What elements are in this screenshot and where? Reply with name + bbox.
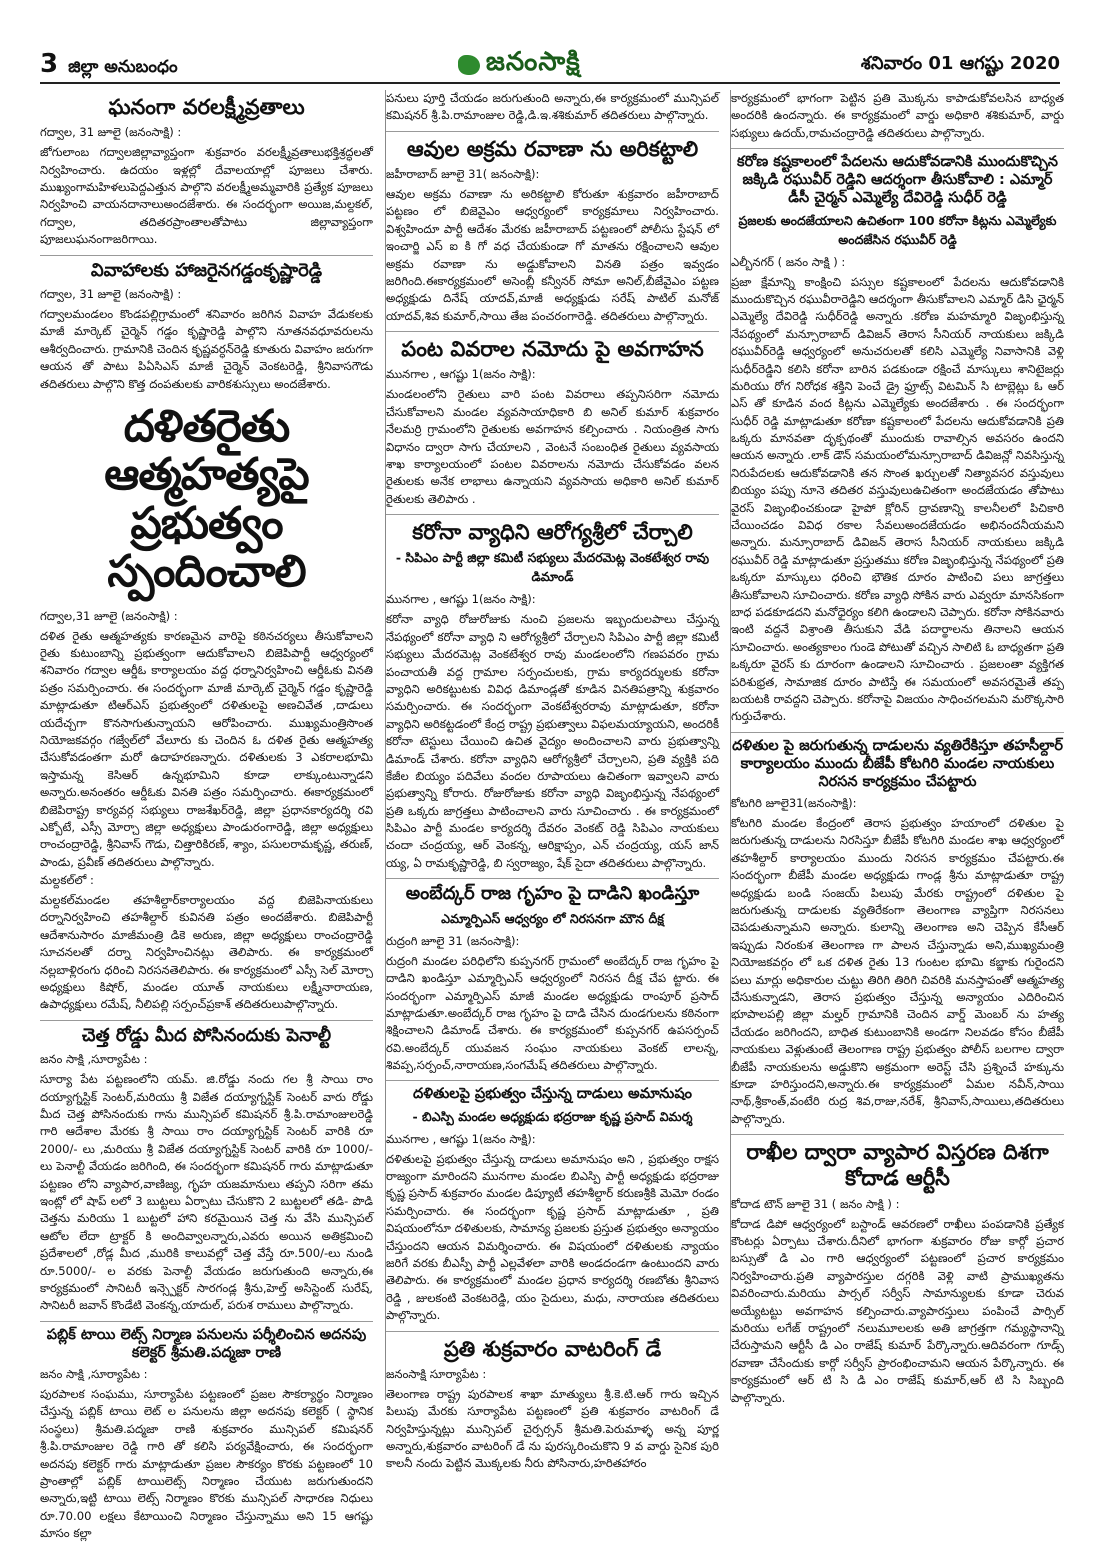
article-dateline: గద్వాల, 31 జూలై (జనంసాక్షి) :: [40, 287, 182, 302]
article-body: దళితులపై ప్రభుత్వం చేస్తున్న దాడులు అమానుషం అని , ప్రభుత్వం రాక్షస రాజ్యంగా మారిందని మునగాల మండల బిఎస్పి పార్టీ అధ్యక్షుడు భద్రరాజు కృష్ణ ప్రసాద్ శుక్రవారం మండల డిప్యూటీ తహశీల్దార్ కరుణశ్రీకి మెమో రండం సమర్పించారు. ఈ సందర్భంగా కృష్ణ ప్రసాద్ మాట్లాడుతూ , ప్రతి విషయంలోనూ దళితులకు, సామాన్య ప్రజలకు ప్రస్తుత ప్రభుత్వం అన్యాయం చేస్తుందని ఆయన విమర్శించారు. ఈ విషయంలో దళితులకు న్యాయం జరిగే వరకు బీఎస్పీ పార్టీ ఎల్లవేళలా వారికి అండదండగా ఉంటుందని వారు తెలిపారు. ఈ కార్యక్రమంలో మండల ప్రధాన కార్యదర్శి రణబోతు శ్రీనివాస రెడ్డి , జులకంటి వెంకటరెడ్డి, యం సైదులు, మధు, నారాయణ తదితరులు పాల్గొన్నారు.: [386, 1151, 719, 1323]
divider: [386, 1331, 719, 1332]
article-body: ఆవుల అక్రమ రవాణా ను అరికట్టాలి కోరుతూ శుక్రవారం జహీరాబాద్ పట్టణం లో బిజెవైఎం ఆధ్వర్యంలో కార్యక్రమాలు నిర్వహించారు. విశ్వహిందూ పార్టీ ఆదేశం మేరకు జహీరాబాద్ పట్టణంలో పోలీసు స్టేషన్ లో ఇంచార్జి ఎస్ ఐ కి గో వధ చేయకుండా గో మాతను రక్షించాలని ఆవుల అక్రమ రవాణా ను అడ్డుకోవాలని వినతి పత్రం ఇవ్వడం జరిగింది.ఈకార్యక్రమంలో అసెంబ్లీ కన్వీనర్ సోమా అనిల్,బీజేవైఎం పట్టణ అధ్యక్షుడు దినేష్ యాదవ్,మాజీ అధ్యక్షుడు సరేష్ పాటిల్ మనోజ్ యాదవ్,శివ కుమార్,సాయి తేజ పంచరంగారెడ్డి. తదితరులు పాల్గొన్నారు.: [386, 187, 719, 323]
article-body: పనులు పూర్తి చేయడం జరుగుతుంది అన్నారు,ఈ కార్యక్రమంలో మున్సిపల్ కమిషనర్ శ్రీ.పి.రామాంజుల రెడ్డి,డి.ఇ.శశికుమార్ తదితరులు పాల్గొన్నారు.: [386, 91, 719, 123]
article-varalakshmi: [40, 94, 373, 249]
divider: [386, 878, 719, 879]
article-subheadline: - సిపిఎం పార్టీ జిల్లా కమిటీ సభ్యులు మేదరమెట్ల వెంకటేశ్వర రావు డిమాండ్: [395, 550, 710, 585]
article-headline: కరోనా వ్యాధిని ఆరోగ్యశ్రీలో చేర్చాలి: [412, 520, 693, 545]
article-headline: ప్రతి శుక్రవారం వాటరింగ్ డే: [443, 1336, 662, 1361]
article-subheadline: ప్రజలకు అందజేయాలని ఉచితంగా 100 కరోనా కిట్లను ఎమ్మెల్యేకు అందజేసిన రఘువీర్ రెడ్డి: [738, 212, 1057, 247]
article-headline: పంట వివరాల నమోదు పై అవగాహన: [401, 337, 704, 362]
article-headline: కరోణ కష్టకాలంలో పేదలను ఆదుకోవడానికి ముందుకొచ్చిన జక్కిడి రఘువీర్ రెడ్డిని ఆదర్శంగా తీసుకోవాలి : ఎమ్మార్ డీసీ చైర్మన్ ఎమ్మెల్యే దేవిరెడ్డి సుధీర్ రెడ్డి: [737, 154, 1058, 207]
newspaper-logo: [458, 47, 581, 83]
article-dateline: జనం సాక్షి ,సూర్యాపేట :: [40, 1052, 148, 1067]
divider: [40, 1020, 373, 1021]
article-body: కోదాడ డిపో ఆధ్వర్యంలో బస్టాండ్ ఆవరణలో రాఖీలు పంపడానికి ప్రత్యేక కౌంటర్లు ఏర్పాటు చేశారు.దీనిలో భాగంగా శుక్రవారం రోజు కార్గో ప్రచార బస్సుతో డి ఎం గారి ఆధ్వర్యంలో పట్టణంలో ప్రచార కార్యక్రమం నిర్వహించారు.ప్రతి వ్యాపారస్తుల దగ్గరికి వెళ్లి వాటి ప్రాముఖ్యతను వివరించారు.మరియు పార్సల్ సర్వీస్ సామాన్యులకు కూడా చెరువ అయ్యేటట్టు అవగాహన కల్పించారు.వ్యాపారస్తులు పంపించే పార్సిల్ మరియు లగేజ్ రాష్ట్రంలో నలుమూలలకు అతి జాగ్రత్తగా గమ్యస్థానాన్ని చేరుస్తామని ఆర్టీసీ డి ఎం రాజేష్ కుమార్ పేర్కొన్నారు.ఆదివరంగా గూడ్స్ రవాణా చేసేందుకు కార్గో సర్వీస్ ప్రారంభించామని ఆయన పేర్కొన్నారు. ఈ కార్యక్రమంలో ఆర్ టి సి డి ఎం రాజేష్ కుమార్,ఆర్ టి సి సిబ్బంది పాల్గొన్నారు.: [731, 1216, 1064, 1405]
article-dateline: రుద్రంగి జూలై 31 (జనంసాక్షి):: [386, 933, 520, 948]
article-body: సూర్యా పేట పట్టణంలోని యమ్. జి.రోడ్డు నందు గల శ్రీ సాయి రాం దయ్యాగ్నస్టిక్ సెంటర్,మరియు శ్రీ విజేత దయ్యాగ్నస్టిక్ సెంటర్ వారు రోడ్డు మీద చెత్త పోసినందుకు గాను మున్సిపల్ కమిషనర్ శ్రీ.పి.రామాంజులరెడ్డి గారి ఆదేశాల మేరకు శ్రీ సాయి రాం దయ్యాగ్నస్టిక్ సెంటర్ వారికి రూ 2000/- లు ,మరియు శ్రీ విజేత దయ్యాగ్నస్టిక్ సెంటర్ వారికి రూ 1000/- లు పెనాల్టీ వేయడం జరిగింది, ఈ సందర్భంగా కమిషనర్ గారు మాట్లాడుతూ పట్టణం లోని వ్యాపార,వాణిజ్య, గృహ యజమానులు తప్పని సరిగా తమ ఇంట్లో లో షాప్ లలో 3 బుట్టలు ఏర్పాటు చేసుకొని 2 బుట్టలలో తడి- పొడి చెత్తను మరియు 1 బుట్టలో హాని కరమైయిన చెత్త ను వేసి మున్సిపల్ ఆటోల లేదా ట్రాక్టర్ కి అందివ్వాలన్నారు,ఎవరు అయిన అతిక్రమించి ప్రదేశాలలో ,రోడ్ల మీద ,మురికి కాలువల్లో చెత్త వేస్తే రూ.500/-లు నుండి రూ.5000/- ల వరకు పెనాల్టీ వేయడం జరుగుతుంది అన్నారు,ఈ కార్యక్రమంలో సానిటరీ ఇన్స్పెక్టర్ సారగండ్ల శ్రీను,హెల్త్ అసిస్టెంట్ సురేష్, సానిటరీ జవాన్ కొండేటి వెంకన్న,యాదుల్, పరుశ రాములు పాల్గొన్నారు.: [40, 1072, 373, 1313]
article-dateline: కోటగిరి జూలై31(జనంసాక్షి):: [731, 796, 857, 811]
divider: [386, 131, 719, 132]
article-body: మండలంలోని రైతులు వారి పంట వివరాలు తప్పనిసరిగా నమోదు చేసుకోవాలని మండల వ్యవసాయాధికారి బి అనిల్ కుమార్ శుక్రవారం నేలమర్రి గ్రామంలోని రైతులకు అవగాహన కల్పించారు . నియంత్రిత సాగు విధానం ద్వారా సాగు చేయాలని , వెంటనే సంబంధిత రైతులు వ్యవసాయ శాఖ కార్యాలయంలో పంటల వివరాలను నమోదు చేసుకోవడం వలన రైతులకు అనేక లాభాలు ఉన్నాయని వ్యవసాయ అధికారి అనిల్ కుమార్ రైతులకు తెలిపారు .: [386, 387, 719, 506]
article-body: మల్దకల్‌మండల తహశీల్దార్‌కార్యాలయం వద్ద బిజెపినాయకులు దర్నానిర్వహించి తహశీల్దార్ కువినతి పత్రం అందజేశారు. బిజెపిపార్టీ ఆదేశానుసారం మాజీమంత్రి డికె అరుణ, జిల్లా అధ్యక్షులు రాంచంద్రారెడ్డి సూచనలతో దర్నా నిర్వహించినట్లు తెలిపారు. ఈ కార్యక్రమంలో నల్లబాళ్లిరంగు ధరించి నిరసనతెలిపారు. ఈ కార్యక్రమంలో ఎస్సీ సెల్ మోర్చా అధ్యక్షులు కిషోర్, మండల యూత్ నాయకులు లక్ష్మీనారాయణ, ఉపాధ్యక్షులు రమేష్, నీలిపల్లి సర్పంచ్‌ప్రకాశ్ తదితరులుపాల్గొన్నారు.: [40, 893, 373, 1012]
masthead-left: [40, 49, 178, 81]
article-dateline: మునగాల , ఆగష్టు 1(జనం సాక్షి):: [386, 592, 536, 607]
lead-headline: దళితరైతు ఆత్మహత్యపై ప్రభుత్వం స్పందించాలి: [104, 401, 309, 598]
issue-date: శనివారం 01 ఆగష్టు 2020: [860, 52, 1060, 74]
article-headline: చెత్త రోడ్డు మీద పోసినందుకు పెనాల్టీ: [81, 1024, 332, 1046]
article-ambedkar: [386, 883, 719, 1074]
article-dateline: జహీరాబాద్ జూలై 31( జనంసాక్షి):: [386, 167, 540, 182]
divider: [40, 255, 373, 256]
column-3: [730, 90, 1065, 1405]
article-bjp-protest: [731, 737, 1064, 1128]
article-dateline: కోదాడ టౌన్ జూలై 31 ( జనం సాక్షి ) :: [731, 1196, 900, 1211]
article-dateline: గద్వాల, 31 జూలై (జనంసాక్షి) :: [40, 125, 182, 140]
article-headline: దళితుల పై జరుగుతున్న దాడులను వ్యతిరేకిస్తూ తహసీల్దార్ కార్యాలయం ముందు బీజేపీ కోటగిరి మండల నాయకులు నిరసన కార్యక్రమం చేపట్టారు: [732, 737, 1063, 790]
article-crop-registration: [386, 336, 719, 508]
article-public-toilets: [40, 1326, 373, 1543]
article-corona-aarogyasri: [386, 519, 719, 872]
divider: [731, 732, 1064, 733]
divider: [386, 1080, 719, 1081]
article-watering-day: [386, 1336, 719, 1473]
article-garbage-penalty: [40, 1025, 373, 1315]
masthead: [40, 48, 1060, 84]
column-1: [40, 90, 373, 1541]
article-body: కోటగిరి మండల కేంద్రంలో తెరాస ప్రభుత్వం హయాంలో దళితుల పై జరుగుతున్న దాడులను నిరసిస్తూ బీజేపీ కోటగిరి మండల శాఖ ఆధ్వర్యంలో తహశీల్దార్ కార్యాలయం ముందు నిరసన కార్యక్రమం చేపట్టారు.ఈ సందర్భంగా బీజేపీ మండల అధ్యక్షుడు గాండ్ల శ్రీను మాట్లాడుతూ రాష్ట్ర అధ్యక్షుడు బండి సంజయ్ పిలుపు మేరకు రాష్ట్రంలో దళితుల పై జరుగుతున్న దాడులకు వ్యతిరేకంగా తెలంగాణ వ్యాప్తిగా నిరసనలు చెపడుతున్నామని అన్నారు. కులాన్ని తెలంగాణ అని చెప్పిన కేసీఆర్ ఇప్పుడు నిరంకుశ తెలంగాణ గా పాలన చేస్తున్నాడు అని,ముఖ్యమంత్రి నియోజకవర్గం లో ఒక దళిత రైతు 13 గుంటల భూమి కబ్జాకు గురైందని పలు మార్లు అధికారుల చుట్టు తిరిగి తిరిగి చివరికి మనస్తాపంతో ఆత్మహత్య చేసుకున్నాడని, తెరాస ప్రభుత్వం చేస్తున్న అన్యాయం ఎదిరించిన భూపాలపల్లి జిల్లా మల్హర్ గ్రామానికి చెందిన వార్డ్ మెంబర్ ను హత్య చేయడం జరిగిందని, బాధిత కుటుంబానికి అండగా నిలవడం కోసం బీజేపీ నాయకులు వెళ్లుతుంటే తెలంగాణ రాష్ట్ర ప్రభుత్వం పోలీస్ బలగాల ద్వారా బీజేపీ నాయకులను అడ్డుకొని అక్రమంగా అరెస్ట్ చేసి ప్రశ్నించే హక్కును కూడా హరిస్తుందని,అన్నారు.ఈ కార్యక్రమంలో ఏమల నవీన్,సాయి నాథ్,శ్రీకాంత్,వంటేరి రుద్ర శివ,రాజు,నరేశ్, శ్రీనివాస్,సాయిలు,తదితరులు పాల్గొన్నారు.: [731, 816, 1064, 1126]
article-continuation: [731, 90, 1064, 142]
article-subheadline: - బిఎస్పి మండల అధ్యక్షుడు భద్రరాజు కృష్ణ ప్రసాద్ విమర్శ: [412, 1108, 693, 1124]
article-rtc-rakhi: [731, 1139, 1064, 1407]
page-number: 3: [40, 49, 59, 79]
article-dateline: మల్దకల్‌లో :: [40, 873, 94, 888]
article-body: కరోనా వ్యాధి రోజురోజుకు నుంచి ప్రజలను ఇబ్బందులపాలు చేస్తున్న నేపథ్యంలో కరోనా వ్యాధి ని ఆరోగ్యశ్రీలో చేర్చాలని సిపిఎం పార్టీ జిల్లా కమిటీ సభ్యులు మేదరమెట్ల వెంకటేశ్వర రావు మండలంలోని గణపవరం గ్రామ పంచాయతీ వద్ద గ్రామాల సర్పంచులకు, గ్రామ కార్యదర్శులకు కరోనా వ్యాధిని అరికట్టుటకు వివిధ డిమాండ్లతో కూడిన వినతిపత్రాన్ని శుక్రవారం సమర్పించారు. ఈ సందర్భంగా వెంకటేశ్వరరావు మాట్లాడుతూ, కరోనా వ్యాధిని అరికట్టడంలో కేంద్ర రాష్ట్ర ప్రభుత్వాలు విఫలమయ్యాయని, అందరికీ కరోనా టెస్టులు చేయించి ఉచిత వైద్యం అందించాలని వారు ప్రభుత్వాన్ని డిమాండ్ చేశారు. కరోనా వ్యాధిని ఆరోగ్యశ్రీలో చేర్చాలని, ప్రతి వ్యక్తికి పది కేజీల బియ్యం పదివేలు వందల రూపాయలు ఉచితంగా ఇవ్వాలని వారు ప్రభుత్వాన్ని కోరారు. రోజురోజుకు కరోనా వ్యాధి విజృంభిస్తున్న నేపథ్యంలో ప్రతి ఒక్కరు జాగ్రత్తలు పాటించాలని వారు సూచించారు . ఈ కార్యక్రమంలో సిపిఎం పార్టీ మండల కార్యదర్శి దేవరం వెంకట్ రెడ్డి సిపిఎం నాయకులు చందా చంద్రయ్య, ఆర్ వెంకన్న, ఆరిక్షాప్పం, ఎన్ చంద్రయ్య, యస్ జాన్ య్య, ఏ రామకృష్ణారెడ్డి, బి స్వరాజ్యం, షేక్ సైదా తదితరులు పాల్గొన్నారు.: [386, 612, 719, 870]
article-dateline: జనం సాక్షి ,సూర్యాపేట :: [40, 1367, 148, 1382]
article-dateline: మునగాల , ఆగష్టు 1(జనం సాక్షి):: [386, 367, 536, 382]
article-body: రుద్రంగి మండల పరిధిలోని కుప్పనగర్ గ్రామంలో అంబేద్కర్ రాజ గృహం పై దాడిని ఖండిస్తూ ఎమ్మార్పిఎస్ ఆధ్వర్యంలో నిరసన దీక్ష చేప ట్టారు. ఈ సందర్భంగా ఎమ్మార్పిఎస్ మాజీ మండల అధ్యక్షుడు రాంపూర్ ప్రసాద్ మాట్లాడుతూ.అంబేద్కర్ రాజ గృహం పై దాడి చేసిన దుండగులను కఠినంగా శిక్షించాలని డిమాండ్ చేశారు. ఈ కార్యక్రమంలో కుప్పనగర్ ఉపసర్పంచ్ రవి.అంబేద్కర్ యువజన సంఘం నాయకులు వెంకట్ లాలన్న, శివప్ప,సర్పంచ్,నారాయణ,సంగమేష్ తదితరులు పాల్గొన్నారు.: [386, 953, 719, 1073]
article-headline: అంబేద్కర్ రాజ గృహం పై దాడిని ఖండిస్తూ: [405, 883, 700, 905]
logo-leaf-icon: [458, 55, 480, 75]
divider: [386, 331, 719, 332]
article-headline: పబ్లిక్ టాయి లెట్స్ నిర్మాణ పనులను పర్శీలించిన అదనపు కలెక్టర్ శ్రీమతి.పద్మజా రాణి: [46, 1326, 367, 1361]
divider: [731, 1134, 1064, 1135]
article-body: గద్వాలమండలం కొండపల్లిగ్రామంలో శనివారం జరిగిన వివాహ వేడుకలకు మాజీ మార్కెట్ చైర్మెన్ గడ్డం కృష్ణారెడ్డి పాల్గొని నూతనవధూవరులను ఆశీర్వదించారు. గ్రామానికి చెందిన కృష్ణవర్ధన్‌రెడ్డి కూతురు వివాహం జరుగగా ఆయన తో పాటు పిఏసిఎస్ మాజీ చైర్మెన్ వెంకటరెడ్డి, శ్రీనివాసగౌడు తదితరులు పాల్గొని కొత్త దంపతులకు వారికశుస్సులు అందజేశారు.: [40, 307, 373, 391]
article-cattle: [386, 136, 719, 325]
article-headline: దళితులపై ప్రభుత్వం చేస్తున్న దాడులు అమానుషం: [412, 1086, 693, 1103]
article-weddings: [40, 260, 373, 393]
article-dalit-farmer: [40, 403, 373, 1014]
article-dateline: ఎల్బీనగర్ ( జనం సాక్షి ) :: [731, 254, 846, 269]
article-dalit-attacks: [386, 1085, 719, 1324]
article-corona-kits: [731, 153, 1064, 726]
divider: [40, 1321, 373, 1322]
column-2: [385, 90, 719, 1471]
article-body: పురపాలక సంఘము, సూర్యాపేట పట్టణంలో ప్రజల సౌకర్యార్థం నిర్మాణం చేస్తున్న పబ్లిక్ టాయి లెట్ ల పనులను జిల్లా అదనపు కలెక్టర్ ( స్థానిక సంస్థలు) శ్రీమతి.పద్మజా రాణి శుక్రవారం మున్సిపల్ కమిషనర్ శ్రీ.పి.రామాంజుల రెడ్డి గారి తో కలిసి పర్యవేక్షించారు, ఈ సందర్భంగా అదనపు కలెక్టర్ గారు మాట్లాడుతూ ప్రజల సౌకర్యం కొరకు పట్టణంలో 10 ప్రాంతాల్లో పబ్లిక్ టాయిలెట్స్ నిర్మాణం చేయుట జరుగుతుందని అన్నారు,ఇట్టి టాయి లెట్స్ నిర్మాణం కొరకు మున్సిపల్ సాధారణ నిధులు రూ.70.00 లక్షలు కేటాయించి నిర్మాణం చేస్తున్నాము అని 15 ఆగష్టు మాసం కల్లా: [40, 1387, 373, 1541]
article-body: దళిత రైతు ఆత్మహత్యకు కారణమైన వారిపై కఠినచర్యలు తీసుకోవాలని రైతు కుటుంబాన్ని ప్రభుత్వంగా ఆదుకోవాలని బిజెపిపార్టీ ఆధ్వర్యంలో శనివారం గద్వాల ఆర్డీఓ కార్యాలయం వద్ద ధర్నానిర్వహించి ఆర్డీఓకు వినతి పత్రం సమర్పించారు. ఈ సందర్భంగా మాజీ మార్కెట్ చైర్మెన్ గడ్డం కృష్ణారెడ్డి మాట్లాడుతూ టిఆర్ఎస్ ప్రభుత్వంలో దళితులపై అణచివేత ,దాడులు యదేచ్చగా కొనసాగుతున్నాయని ఆరోపించారు. ముఖ్యమంత్రిసొంత నియోజకవర్గం గజ్వేల్‌లో వేలూరు కు చెందిన ఓ దళిత రైతు ఆత్మహత్య చేసుకోవడంతగా మరో ఉదాహరణన్నారు. దళితులకు 3 ఎకరాలభూమి ఇస్తామన్న కెసిఆర్ ఉన్నభూమిని కూడా లాక్కుంటున్నాడని అన్నారు.అనంతరం ఆర్డీఓకు వినతి పత్రం సమర్పించారు. ఈకార్యక్రమంలో బిజెపిరాష్ట్ర కార్యవర్గ సభ్యులు రాజశేఖర్‌రెడ్డి, జిల్లా ప్రధానకార్యదర్శి రవి ఎక్బోటే, ఎస్సీ మోర్చా జిల్లా అధ్యక్షులు పాండురంగారెడ్డి, జిల్లా అధ్యక్షులు రాంచంద్రారెడ్డి, శ్రీనివాస్ గౌడు, చిత్తారికిరణ్, శ్యాం, పసులరామకృష్ణ, తరుణ్, పాండు, ప్రవీణ్ తదితరులు పాల్గొన్నారు.: [40, 628, 373, 869]
article-headline: ఘనంగా వరలక్ష్మీవ్రతాలు: [108, 95, 305, 119]
divider: [731, 148, 1064, 149]
article-body: కార్యక్రమంలో భాగంగా పెట్టిన ప్రతి మొక్కను కాపాడుకోవలసిన బాధ్యత అందరికి ఉందన్నారు. ఈ కార్యక్రమంలో వార్డు అధికారి శశికుమార్, వార్డు సభ్యులు ఉదయ్,రామచంద్రారెడ్డి తదితరులు పాల్గొన్నారు.: [731, 91, 1064, 140]
article-dateline: మునగాల , ఆగష్టు 1(జనం సాక్షి):: [386, 1131, 536, 1146]
article-body: జోగులాంబ గద్వాలజిల్లావ్యాప్తంగా శుక్రవారం వరలక్ష్మీవ్రతాలుభక్తిశ్రద్ధలతో నిర్వహించారు. ఉదయం ఇళ్లల్లో దేవాలయాల్లో పూజలు చేశారు. ముఖ్యంగామహిళలుపెద్దఎత్తున పాల్గొని వరలక్ష్మీఅమ్మవారికి ప్రత్యేక పూజలు నిర్వహించి వాయనదానాలుఅందజేశారు. ఈ సందర్భంగా అయిజ,మల్దకల్, గద్వాల, తదితరప్రాంతాలతోపాటు జిల్లావ్యాప్తంగా పూజలుఘనంగాజరిగాయి.: [40, 145, 373, 247]
article-body: ప్రజా క్షేమాన్ని కాంక్షించి పస్సుల కష్టకాలంలో పేదలను ఆదుకోవడానికి ముందుకొచ్చిన రఘువీరారెడ్డిని ఆదర్శంగా తీసుకోవాలని ఎమ్మార్ డిసి ఛైర్మన్ ఎమ్మెల్యే దేవిరెడ్డి సుధీర్‌రెడ్డి అన్నారు .కరోణ మహమ్మారి విజృంభిస్తున్న నేపథ్యంలో మన్సూరాబాద్ డివిజన్ తెరాస సీనియర్ నాయకులు జక్కిడి రఘువీర్‌రెడ్డి ఆధ్వర్యంలో అనుచరులతో కలిసి ఎమ్మెల్యే నివాసానికి వెళ్లి సుధీర్‌రెడ్డిని కలిసి కరోనా బారిన పడకుండా రక్షించే మాస్కులు శానిటైజర్లు మరియు రోగ నిరోధక శక్తిని పెంచే డ్రై ఫ్రూట్స్ విటమిన్ సి టాబ్లెట్లు ఓ ఆర్ ఎస్ తో కూడిన వంద కిట్లను ఎమ్మెల్యేకు అందజేశారు . ఈ సందర్భంగా సుధీర్ రెడ్డి మాట్లాడుతూ కరోణా కష్టకాలంలో పేదలను ఆదుకోవడానికి ప్రతి ఒక్కరు మానవతా దృక్పథంతో ముందుకు రావాల్సిన అవసరం ఉందని ఆయన అన్నారు .లాక్ డౌన్ సమయంలోమన్సూరాబాద్ డివిజన్లో నివసిస్తున్న నిరుపేదలకు ఆదుకోవడానికి తన సొంత ఖర్చులతో నిత్యావసర వస్తువులు బియ్యం పప్పు నూనె తదితర వస్తువులుఉచితంగా అందజేయడం తోపాటు వైరస్ విజృంభించకుండా హైపో క్లోరిన్ ద్రావణాన్ని కాలనీలలో పిచికారి చేయించడం వివిధ రకాల సేవలుఅందజేయడం అభినందనీయమని అన్నారు. మన్సూరాబాద్ డివిజన్ తెరాస సీనియర్ నాయకులు జక్కిడి రఘువీర్ రెడ్డి మాట్లాడుతూ ప్రస్తుతము కరోణ విజృంభిస్తున్న నేపథ్యంలో ప్రతి ఒక్కరూ మాస్కులు ధరించి భౌతిక దూరం పాటించి పలు జాగ్రత్తలు తీసుకోవాలని సూచించారు. కరోణ వ్యాధి సోకిన వారు ఎవ్వరూ మానసికంగా బాధ పడకూడదని మనోధైర్యం కలిగి ఉండాలని చెప్పారు. కరోనా సోకినవారు ఇంటి వద్దనే విశ్రాంతి తీసుకుని వేడి పదార్థాలను తినాలని ఆయన సూచించారు. అంత్యకాలం గుండె పోటుతో వచ్చిన సాలిటి ఓ బాధ్యతగా ప్రతి ఒక్కరూ వైరస్ కు దూరంగా ఉండాలని సూచించారు . ప్రజలంతా వ్యక్తిగత పరిశుభ్రత, సామాజిక దూరం పాటిస్తే ఈ సమయంలో అవసరమైతే తప్ప బయటకి రావద్దని చెప్పారు. కరోనాపై విజయం సాధించగలమని మరొక్కసారి గుర్తుచేశారు.: [731, 274, 1065, 724]
article-subheadline: ఎమ్మార్పిఎస్ ఆధ్వర్యం లో నిరసనగా మౌన దీక్ష: [441, 910, 664, 926]
article-headline: రాఖీల ద్వారా వ్యాపార విస్తరణ దిశగా కోదాడ ఆర్టీసీ: [746, 1140, 1049, 1191]
section-name: జిల్లా అనుబంధం: [68, 57, 178, 77]
divider: [386, 514, 719, 515]
article-body: తెలంగాణ రాష్ట్ర పురపాలక శాఖా మాత్యులు శ్రీ.కె.టి.ఆర్ గారు ఇచ్చిన పిలుపు మేరకు సూర్యాపేట పట్టణంలో ప్రతి శుక్రవారం వాటరింగ్ డే నిర్వహిస్తున్నట్లు మున్సిపల్ చైర్పర్సన్ శ్రీమతి.పెరుమాళ్ళ అన్న పూర్ణ అన్నారు,శుక్రవారం వాటరింగ్ డే ను పురస్కరించుకొని 9 వ వార్డు సైనిక పురి కాలనీ నందు పెట్టిన మొక్కలకు నీరు పోసినారు,హరితహారం: [386, 1386, 719, 1471]
article-headline: వివాహాలకు హాజరైనగడ్డంకృష్ణారెడ్డి: [90, 259, 323, 281]
article-continuation: [386, 90, 719, 125]
article-dateline: జనంసాక్షి సూర్యాపేట :: [386, 1366, 487, 1381]
article-headline: ఆవుల అక్రమ రవాణా ను అరికట్టాలి: [406, 136, 699, 161]
logo-text: జనంసాక్షి: [485, 47, 581, 77]
article-dateline: గద్వాల,31 జూలై (జనంసాక్షి) :: [40, 608, 178, 623]
